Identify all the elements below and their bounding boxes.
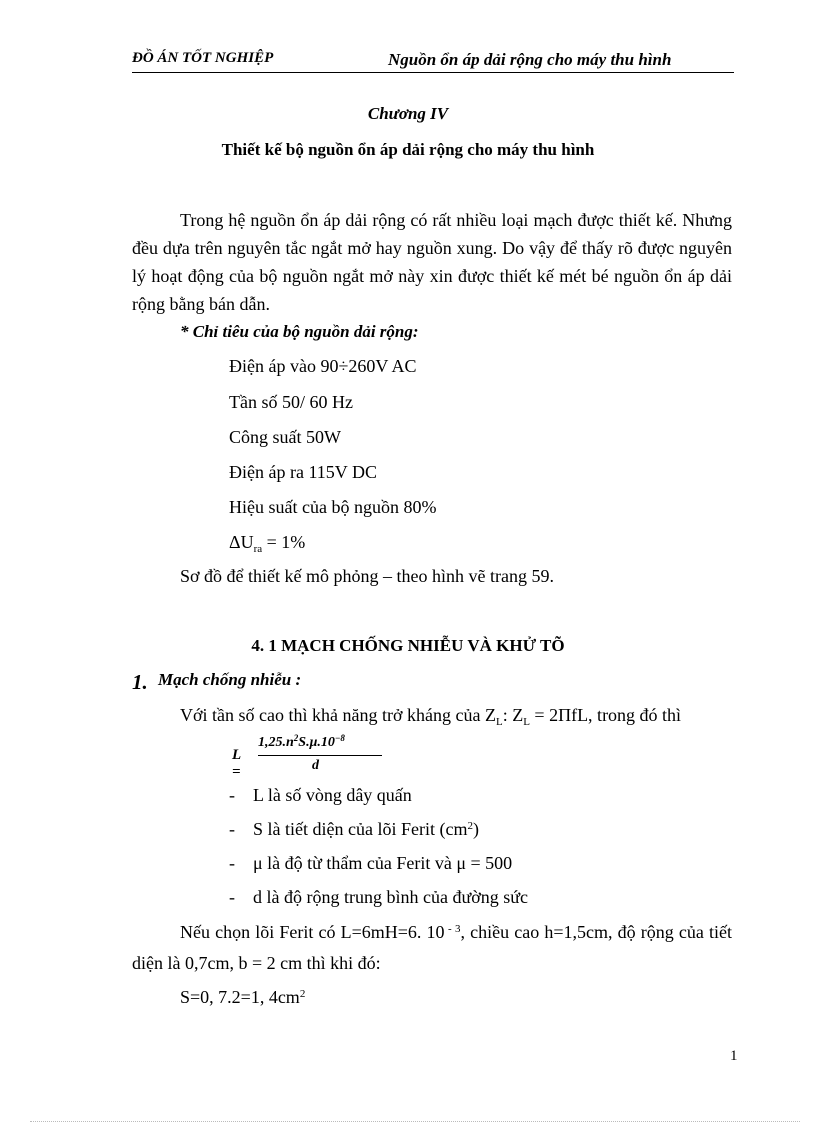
- bullet-dash: -: [229, 819, 235, 839]
- ferit-paragraph: [132, 918, 732, 977]
- subsection-title: Mạch chống nhiễu :: [158, 670, 302, 689]
- bullet-text: [253, 819, 479, 840]
- bullet-dash: -: [229, 853, 235, 873]
- bullet-text: d là độ rộng trung bình của đường sức: [253, 887, 528, 907]
- header-right: Nguồn ổn áp dải rộng cho máy thu hình: [388, 50, 672, 69]
- ferit-text-a: Nếu chọn lõi Ferit có L=6mH=6. 10: [180, 922, 445, 942]
- spec-item: Công suất 50W: [229, 427, 341, 447]
- formula-num-a: 1,25.n: [258, 735, 294, 750]
- delta-subscript: ra: [253, 543, 263, 555]
- formula-num-sup2: −8: [334, 733, 345, 743]
- page-number: 1: [730, 1048, 738, 1064]
- section-title: 4. 1 MẠCH CHỐNG NHIỄU VÀ KHỬ TÕ: [251, 636, 565, 655]
- formula-numerator: [258, 735, 345, 751]
- bullet-dash: -: [229, 785, 235, 805]
- spec-item: Hiệu suất của bộ nguồn 80%: [229, 497, 437, 517]
- area-calculation: [180, 987, 305, 1008]
- ferit-sup: - 3: [444, 923, 461, 935]
- header-rule: [132, 72, 734, 73]
- bullet-dash: -: [229, 887, 235, 907]
- bullet-text: μ là độ từ thẩm của Ferit và μ = 500: [253, 853, 513, 873]
- impedance-line: [180, 705, 681, 726]
- header-left: ĐỒ ÁN TỐT NGHIỆP: [132, 50, 274, 66]
- calc-sup: 2: [299, 988, 306, 1000]
- delta-symbol: ΔU: [229, 532, 254, 552]
- chapter-title: Thiết kế bộ nguồn ổn áp dải rộng cho máy thu hình: [221, 140, 595, 159]
- impedance-sub: L: [495, 716, 503, 728]
- bullet-text: L là số vòng dây quấn: [253, 785, 412, 805]
- spec-item: Điện áp vào 90÷260V AC: [229, 356, 417, 376]
- formula-lhs: L =: [232, 747, 241, 780]
- spec-heading: * Chỉ tiêu của bộ nguồn dải rộng:: [180, 322, 419, 341]
- spec-item: Điện áp ra 115V DC: [229, 462, 377, 482]
- calc-text: S=0, 7.2=1, 4cm: [180, 987, 300, 1007]
- intro-paragraph: Trong hệ nguồn ổn áp dải rộng có rất nhiều loại mạch được thiết kế. Nhưng đều dựa trên nguyên tắc ngắt mở hay nguồn xung. Do vậy để thấy rõ được nguyên lý hoạt động của bộ nguồn ngắt mở này xin được thiết kế mét bé nguồn ổn áp dải rộng bằng bán dẫn.: [132, 210, 732, 314]
- bullet-main: S là tiết diện của lõi Ferit (cm: [253, 819, 468, 839]
- diagram-reference: Sơ đồ để thiết kế mô phỏng – theo hình vẽ trang 59.: [180, 566, 554, 586]
- formula-num-sup1: 2: [293, 733, 299, 743]
- impedance-text: Với tần số cao thì khả năng trở kháng của Z: [180, 705, 496, 725]
- formula-denominator: d: [312, 758, 319, 773]
- fraction-bar: [258, 755, 382, 756]
- bullet-tail: ): [472, 819, 479, 839]
- impedance-sub: L: [523, 716, 530, 728]
- delta-u-line: [229, 532, 305, 553]
- subsection-number: 1.: [132, 670, 148, 694]
- delta-value: = 1%: [262, 532, 306, 552]
- spec-item: Tần số 50/ 60 Hz: [229, 392, 353, 412]
- ferit-text-b: , chiều cao h=1,5cm, độ rộng của tiết diện là 0,7cm, b = 2 cm thì khi đó:: [132, 922, 732, 973]
- formula-num-b: S.μ.10: [298, 735, 335, 750]
- page-bottom-rule: [30, 1121, 800, 1122]
- chapter-number: Chương IV: [367, 104, 449, 123]
- impedance-text: : Z: [502, 705, 524, 725]
- bullet-sup: 2: [467, 820, 473, 832]
- impedance-text: = 2ΠfL, trong đó thì: [529, 705, 682, 725]
